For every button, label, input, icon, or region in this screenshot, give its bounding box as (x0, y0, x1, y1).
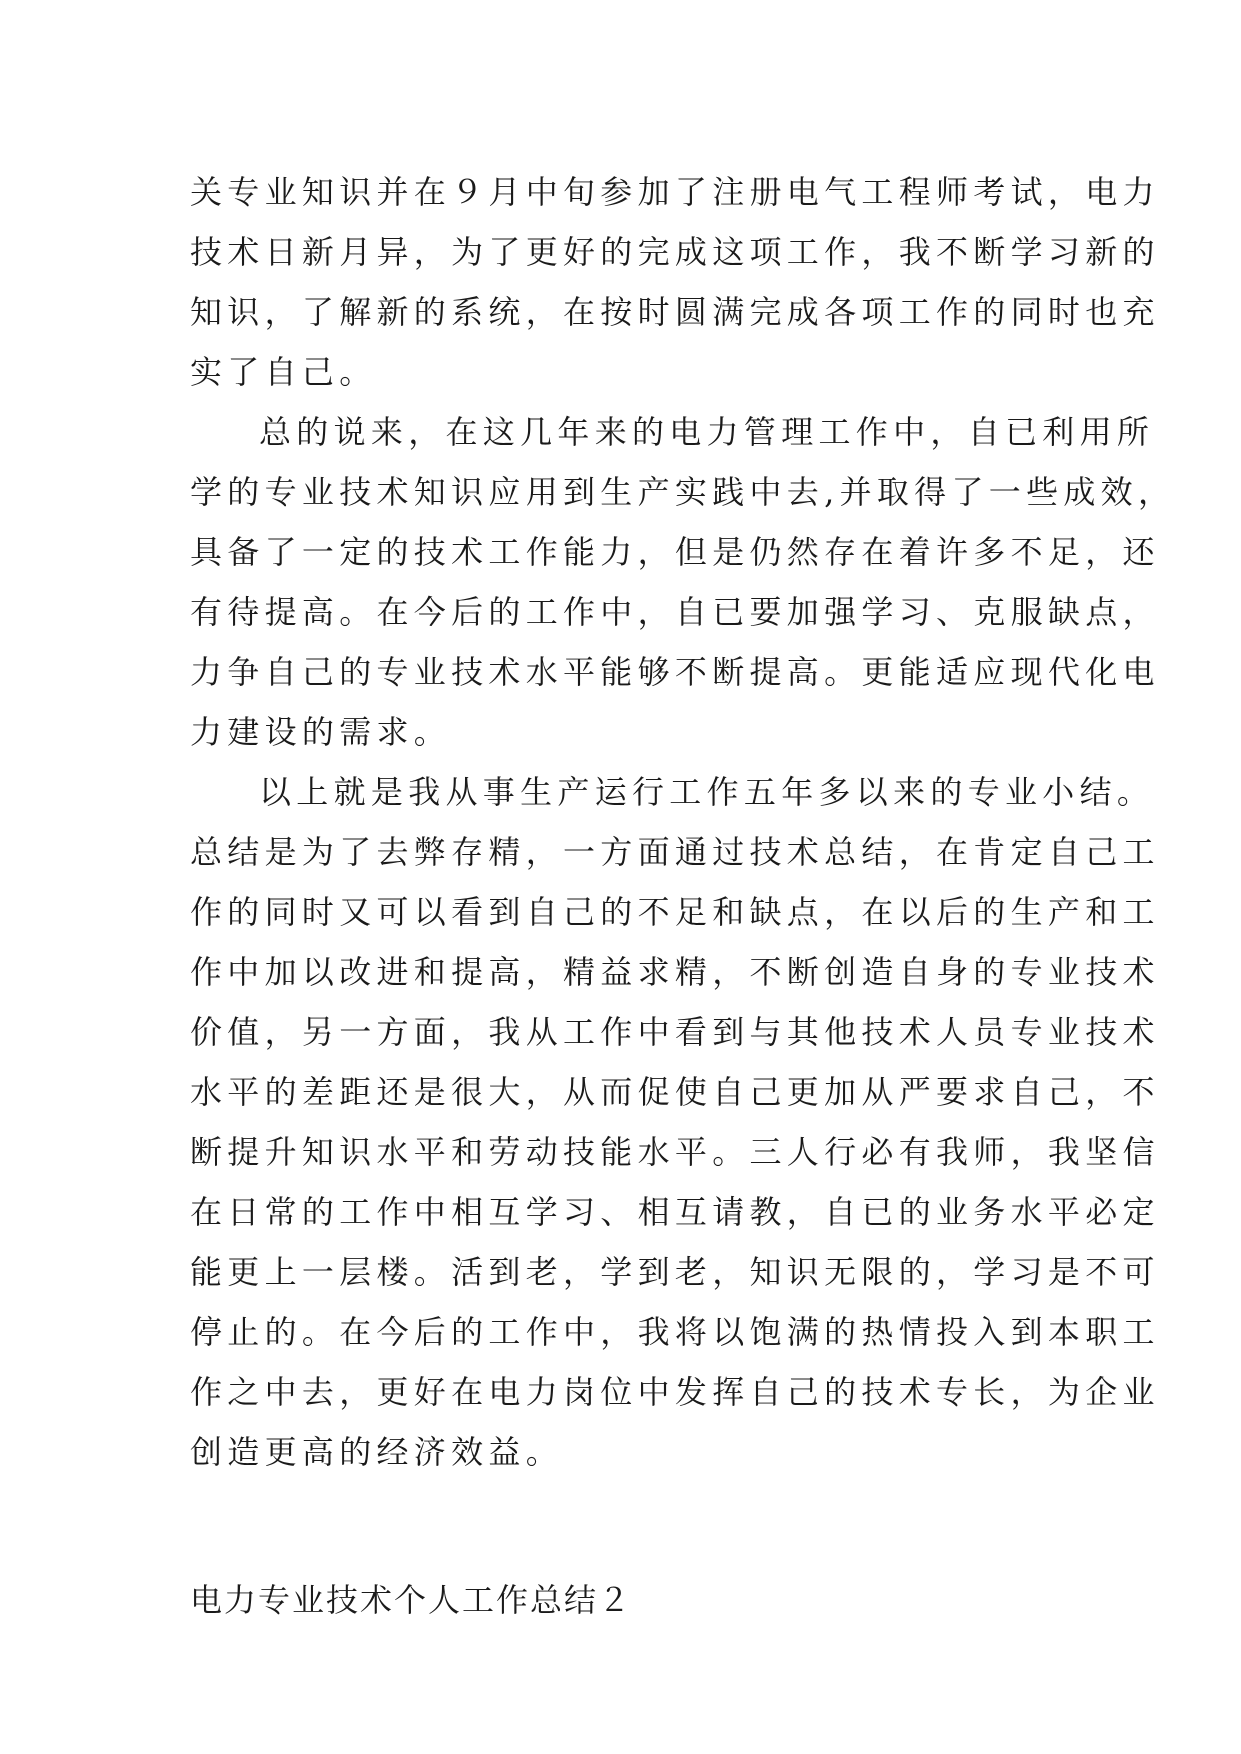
section-gap (190, 1482, 1070, 1570)
paragraph-continued (190, 162, 1160, 402)
text-line: 学的专业技术知识应用到生产实践中去,并取得了一些成效， (190, 473, 1176, 511)
text-line: 具备了一定的技术工作能力，但是仍然存在着许多不足，还 (190, 533, 1160, 571)
text-line: 关专业知识并在９月中旬参加了注册电气工程师考试，电力 (190, 173, 1160, 211)
text-line: 停止的。在今后的工作中，我将以饱满的热情投入到本职工 (190, 1313, 1160, 1351)
text-line: 有待提高。在今后的工作中，自已要加强学习、克服缺点， (190, 593, 1160, 631)
text-line: 水平的差距还是很大，从而促使自己更加从严要求自己，不 (190, 1073, 1160, 1111)
text-line: 总结是为了去弊存精，一方面通过技术总结，在肯定自己工 (190, 833, 1160, 871)
text-line: 能更上一层楼。活到老，学到老，知识无限的，学习是不可 (190, 1253, 1160, 1291)
text-line: 总的说来，在这几年来的电力管理工作中，自已利用所 (259, 413, 1155, 451)
text-line: 力争自己的专业技术水平能够不断提高。更能适应现代化电 (190, 653, 1160, 691)
paragraph-summary (190, 402, 1176, 762)
text-line: 作中加以改进和提高，精益求精，不断创造自身的专业技术 (190, 953, 1160, 991)
text-line: 知识，了解新的系统，在按时圆满完成各项工作的同时也充 (190, 293, 1160, 331)
text-line: 在日常的工作中相互学习、相互请教，自已的业务水平必定 (190, 1193, 1160, 1231)
text-line: 断提升知识水平和劳动技能水平。三人行必有我师，我坚信 (190, 1133, 1160, 1171)
text-line: 技术日新月异，为了更好的完成这项工作，我不断学习新的 (190, 233, 1160, 271)
document-body (190, 162, 1176, 1630)
text-line: 以上就是我从事生产运行工作五年多以来的专业小结。 (259, 773, 1155, 811)
paragraph-conclusion (190, 762, 1160, 1482)
text-line: 价值，另一方面，我从工作中看到与其他技术人员专业技术 (190, 1013, 1160, 1051)
text-line: 作的同时又可以看到自己的不足和缺点，在以后的生产和工 (190, 893, 1160, 931)
text-line: 创造更高的经济效益。 (190, 1433, 564, 1471)
text-line: 力建设的需求。 (190, 713, 452, 751)
text-line: 作之中去，更好在电力岗位中发挥自己的技术专长，为企业 (190, 1373, 1160, 1411)
section-heading: 电力专业技术个人工作总结２ (190, 1581, 633, 1619)
text-line: 实了自己。 (190, 353, 377, 391)
